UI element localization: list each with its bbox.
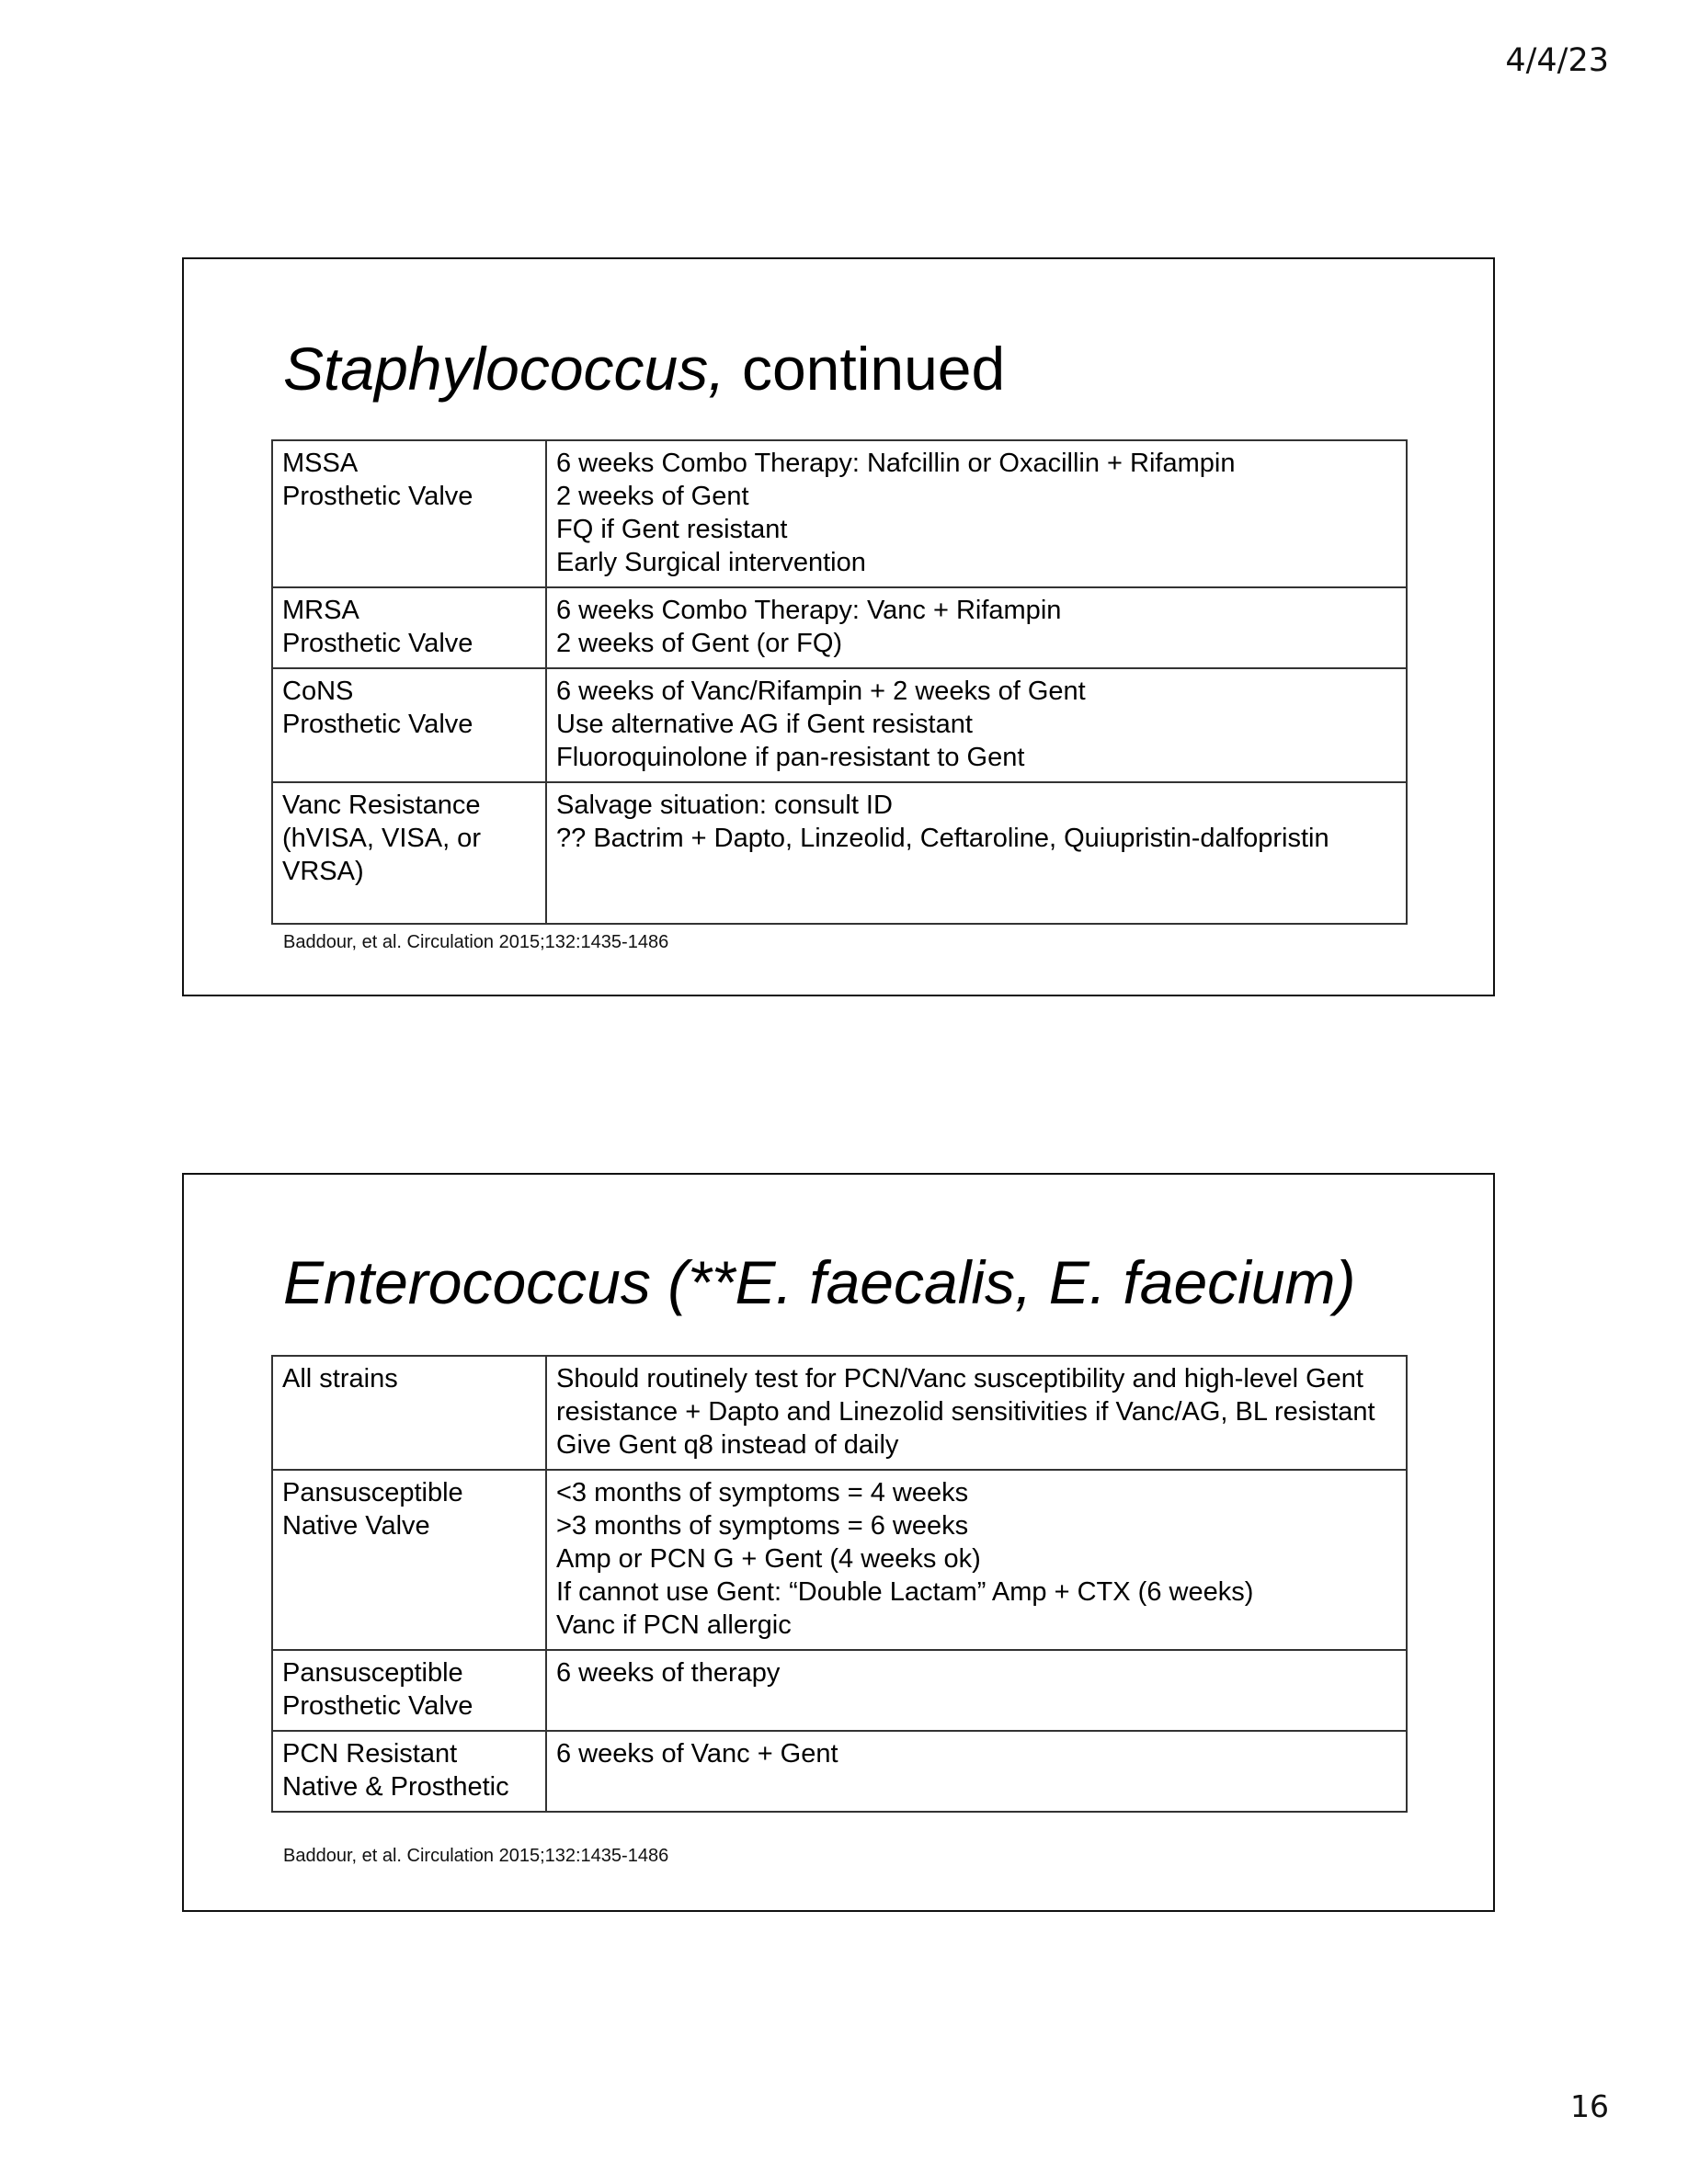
row-detail-line: 6 weeks of Vanc + Gent	[556, 1739, 838, 1769]
citation: Baddour, et al. Circulation 2015;132:1435-1486	[283, 932, 669, 952]
row-detail-line: 6 weeks Combo Therapy: Vanc + Rifampin	[556, 596, 1062, 625]
row-detail-line: <3 months of symptoms = 4 weeks	[556, 1478, 969, 1507]
row-detail-line: 6 weeks of therapy	[556, 1658, 781, 1688]
row-detail-cell	[546, 587, 1407, 668]
slide-title-rest: continued	[724, 335, 1006, 403]
row-detail-line: FQ if Gent resistant	[556, 515, 788, 544]
row-label-line: (hVISA, VISA, or	[282, 824, 481, 853]
table-row	[272, 1650, 1407, 1731]
table-row	[272, 782, 1407, 924]
row-label-line: MSSA	[282, 449, 359, 478]
table-row	[272, 440, 1407, 587]
row-detail-line: Vanc if PCN allergic	[556, 1610, 792, 1640]
table-row	[272, 587, 1407, 668]
row-detail-line: 6 weeks of Vanc/Rifampin + 2 weeks of Gent	[556, 677, 1086, 706]
row-label-line: Native & Prosthetic	[282, 1772, 509, 1802]
table-row	[272, 668, 1407, 782]
row-detail-line: Should routinely test for PCN/Vanc susceptibility and high-level Gent	[556, 1364, 1363, 1393]
row-label-line: Pansusceptible	[282, 1478, 463, 1507]
row-detail-line: ?? Bactrim + Dapto, Linzeolid, Ceftaroline, Quiupristin-dalfopristin	[556, 824, 1329, 853]
row-label-cell	[272, 668, 546, 782]
row-detail-cell	[546, 1731, 1407, 1812]
row-label-line: Pansusceptible	[282, 1658, 463, 1688]
row-detail-cell	[546, 440, 1407, 587]
row-label-cell	[272, 782, 546, 924]
citation: Baddour, et al. Circulation 2015;132:1435-1486	[283, 1846, 669, 1866]
row-label-cell	[272, 1356, 546, 1470]
row-detail-line: Amp or PCN G + Gent (4 weeks ok)	[556, 1544, 981, 1574]
table-row	[272, 1470, 1407, 1650]
row-detail-line: resistance + Dapto and Linezolid sensitivities if Vanc/AG, BL resistant	[556, 1397, 1375, 1427]
row-detail-line: Early Surgical intervention	[556, 548, 866, 577]
row-label-line: Vanc Resistance	[282, 791, 481, 820]
row-label-line: Prosthetic Valve	[282, 482, 473, 511]
row-label-line: CoNS	[282, 677, 354, 706]
row-detail-cell	[546, 1650, 1407, 1731]
row-label-cell	[272, 587, 546, 668]
slide-title-italic: Enterococcus (**E. faecalis, E. faecium)	[283, 1248, 1356, 1316]
row-detail-cell	[546, 668, 1407, 782]
row-label-line: Prosthetic Valve	[282, 1691, 473, 1721]
row-detail-line: 6 weeks Combo Therapy: Nafcillin or Oxacillin + Rifampin	[556, 449, 1236, 478]
row-detail-cell	[546, 1470, 1407, 1650]
slide-title	[283, 1248, 1356, 1316]
page-number: 16	[1570, 2088, 1609, 2124]
row-label-line: PCN Resistant	[282, 1739, 458, 1769]
row-detail-line: 2 weeks of Gent	[556, 482, 749, 511]
row-label-cell	[272, 1470, 546, 1650]
row-label-line: VRSA)	[282, 857, 364, 886]
row-detail-line: Salvage situation: consult ID	[556, 791, 893, 820]
row-detail-line: >3 months of symptoms = 6 weeks	[556, 1511, 969, 1541]
treatment-table	[271, 439, 1408, 925]
treatment-table	[271, 1355, 1408, 1813]
row-label-line: All strains	[282, 1364, 398, 1393]
table-row	[272, 1731, 1407, 1812]
table-row	[272, 1356, 1407, 1470]
slide-enterococcus	[182, 1173, 1495, 1912]
row-label-line: Prosthetic Valve	[282, 629, 473, 658]
row-label-line: MRSA	[282, 596, 359, 625]
row-detail-cell	[546, 782, 1407, 924]
slide-title	[283, 335, 1006, 403]
slide-title-italic: Staphylococcus,	[283, 335, 725, 403]
page-date: 4/4/23	[1505, 42, 1609, 79]
row-label-cell	[272, 1650, 546, 1731]
row-label-line: Native Valve	[282, 1511, 430, 1541]
row-label-cell	[272, 440, 546, 587]
row-detail-line: 2 weeks of Gent (or FQ)	[556, 629, 843, 658]
row-detail-line: If cannot use Gent: “Double Lactam” Amp + CTX (6 weeks)	[556, 1577, 1254, 1607]
row-label-line: Prosthetic Valve	[282, 710, 473, 739]
row-detail-line: Use alternative AG if Gent resistant	[556, 710, 973, 739]
row-detail-cell	[546, 1356, 1407, 1470]
slide-staphylococcus	[182, 257, 1495, 996]
row-label-cell	[272, 1731, 546, 1812]
row-detail-line: Fluoroquinolone if pan-resistant to Gent	[556, 743, 1025, 772]
row-detail-line: Give Gent q8 instead of daily	[556, 1430, 899, 1460]
